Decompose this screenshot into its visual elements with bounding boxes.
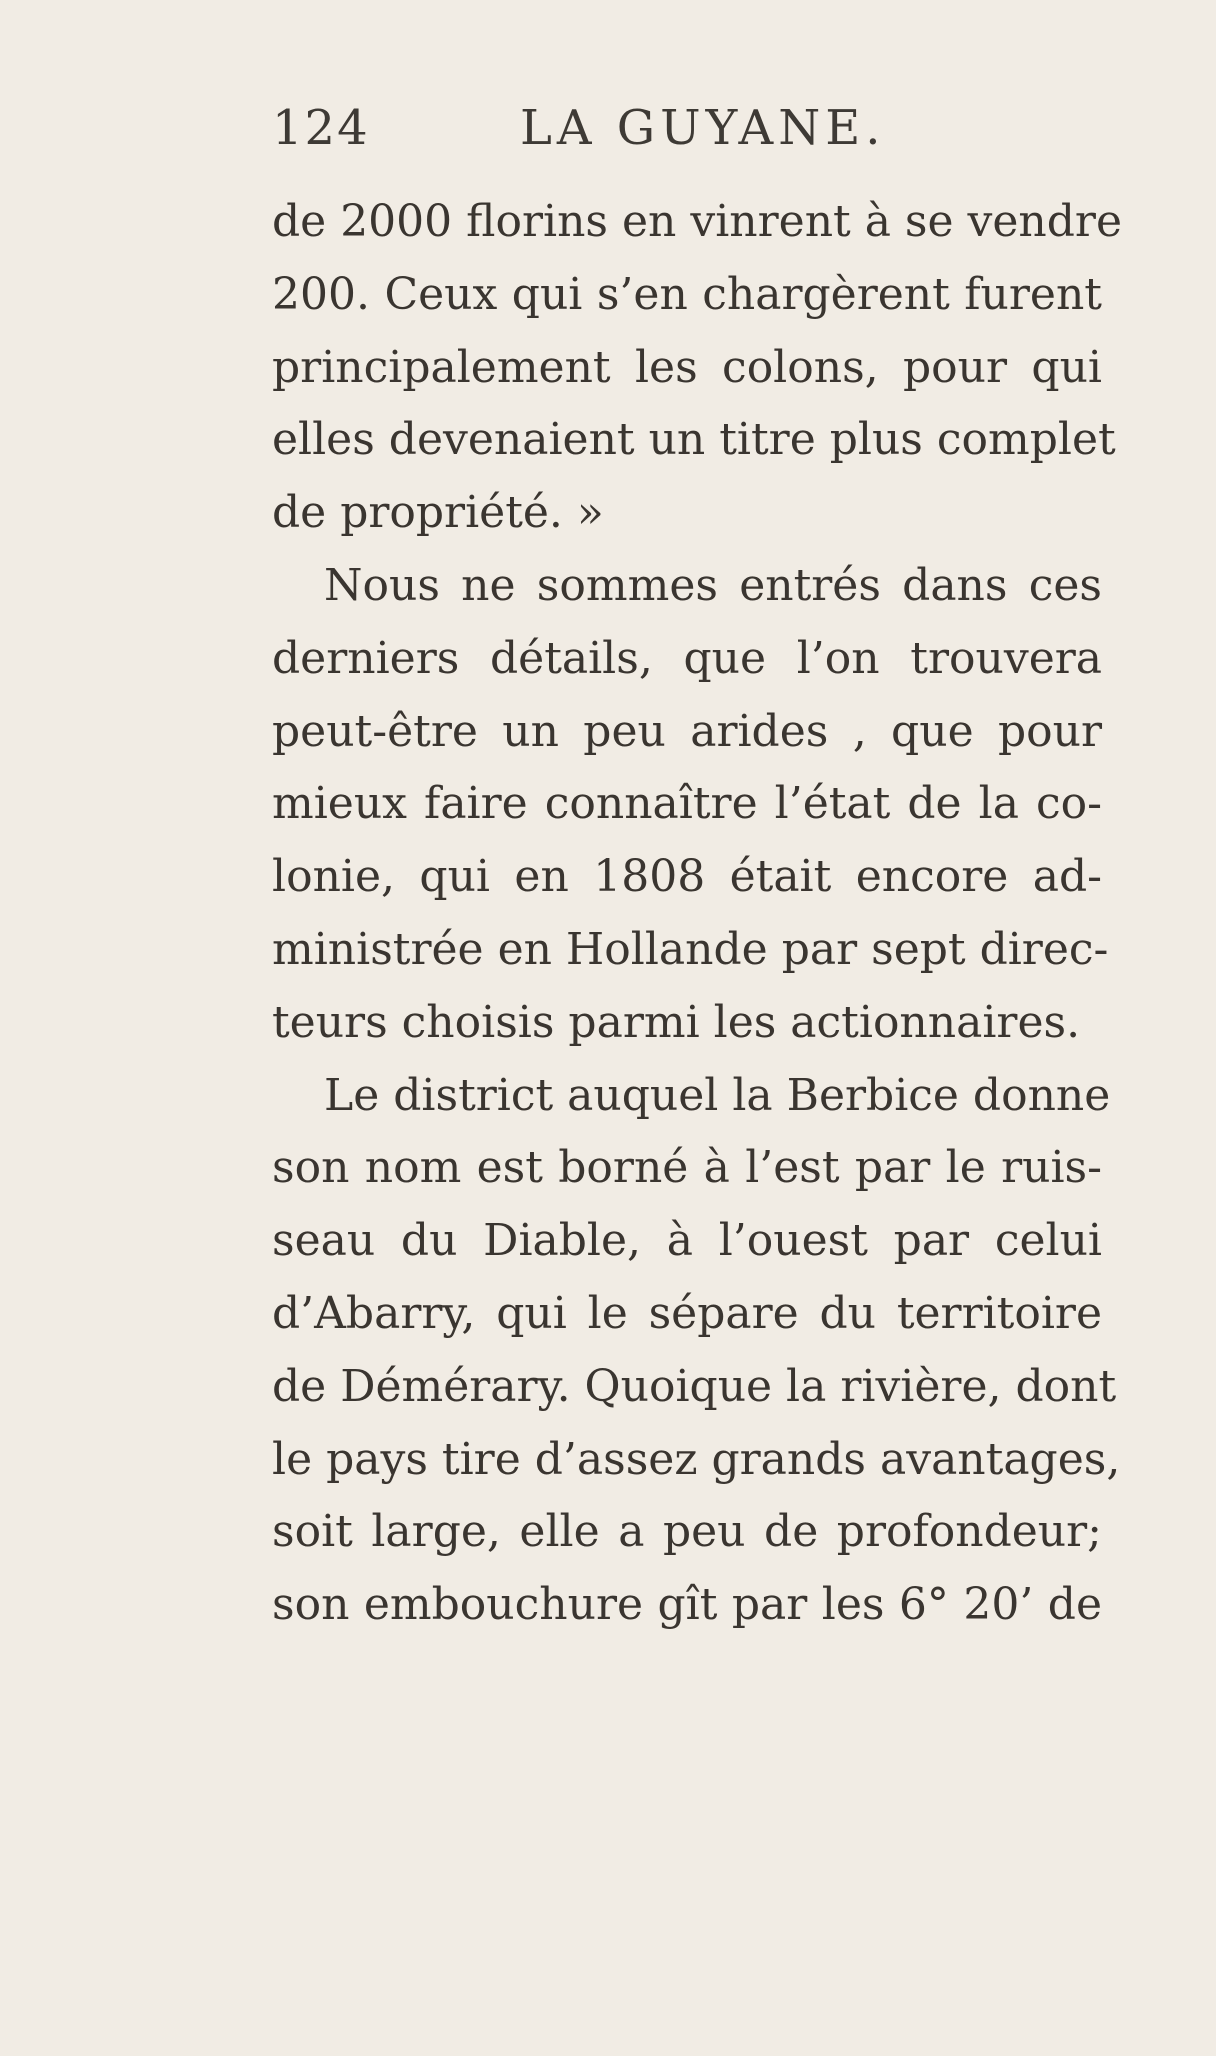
text-line: d’Abarry, qui le sépare du territoire bbox=[272, 1287, 1102, 1339]
text-line: soit large, elle a peu de profondeur; bbox=[272, 1506, 1102, 1558]
text-line: de 2000 florins en vinrent à se vendre bbox=[272, 196, 1123, 247]
text-line: son nom est borné à l’est par le ruis- bbox=[272, 1142, 1102, 1194]
text-line: son embouchure gît par les 6° 20’ de bbox=[272, 1579, 1102, 1631]
page-number: 124 bbox=[272, 100, 370, 156]
running-title: LA GUYANE. bbox=[520, 100, 886, 156]
text-line: mieux faire connaître l’état de la co- bbox=[272, 778, 1102, 830]
text-line: Nous ne sommes entrés dans ces bbox=[324, 559, 1102, 611]
text-line: lonie, qui en 1808 était encore ad- bbox=[272, 851, 1102, 903]
page-header bbox=[272, 100, 1096, 170]
text-line: elles devenaient un titre plus complet bbox=[272, 414, 1116, 466]
text-line: peut-être un peu arides , que pour bbox=[272, 705, 1102, 757]
text-line: principalement les colons, pour qui bbox=[272, 341, 1102, 393]
text-line: Le district auquel la Berbice donne bbox=[324, 1069, 1111, 1121]
text-line: le pays tire d’assez grands avantages, bbox=[272, 1433, 1121, 1485]
text-line: teurs choisis parmi les actionnaires. bbox=[272, 996, 1081, 1048]
text-line: de Démérary. Quoique la rivière, dont bbox=[272, 1360, 1117, 1412]
body-text bbox=[272, 186, 1123, 1642]
text-line: 200. Ceux qui s’en chargèrent furent bbox=[272, 268, 1102, 320]
text-line: derniers détails, que l’on trouvera bbox=[272, 632, 1102, 684]
text-line: ministrée en Hollande par sept direc- bbox=[272, 923, 1109, 975]
text-line: de propriété. » bbox=[272, 487, 604, 539]
text-line: seau du Diable, à l’ouest par celui bbox=[272, 1215, 1102, 1267]
